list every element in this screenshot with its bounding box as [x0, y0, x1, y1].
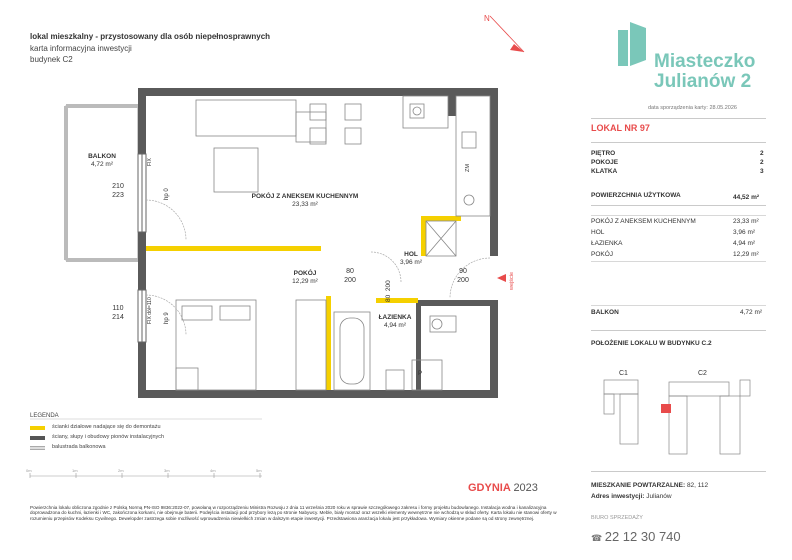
- entry-label: wejście: [509, 271, 515, 290]
- param-stair-value: 3: [760, 168, 764, 175]
- location-title: POŁOŻENIE LOKALU W BUDYNKU C.2: [591, 340, 712, 347]
- area-value: 44,52 m²: [733, 194, 760, 201]
- unit-highlight: [661, 404, 671, 413]
- room-row-1-value: 23,33 m²: [733, 218, 759, 225]
- address-row: Adres inwestycji: Julianów: [591, 493, 672, 500]
- compass-icon: [490, 16, 524, 52]
- window1-dims: 210 223: [112, 183, 124, 199]
- legend-item-walls: ściany, słupy i obudowy pionów instalacyjnych: [52, 434, 165, 440]
- header-title: lokal mieszkalny - przystosowany dla osób niepełnosprawnych: [30, 32, 271, 41]
- legend-swatch-gray: [30, 436, 45, 440]
- param-rooms-value: 2: [760, 159, 764, 166]
- p-label: P: [418, 371, 423, 377]
- footer-disclaimer: Powierzchnia lokalu obliczona zgodnie z Polską Normą PN-ISO 9836:2022-07, powołaną w rozporządzeniu Ministra Rozwoju z dnia 11 września 2020 roku w sprawie szczegółowego zakresu i formy projektu budowlanego. Instalacja wodna i kanalizacyjna doprowadzona do kuchni, łazienki i WC, zakończona korkami, nie obejmuje baterii. Podejścia instalacji pod przybory lezą po stronie Nabywcy. Meble, biały montaż oraz wszelki elementy wewnętrzne nie wchodzą w skład oferty. Karta lokalu nie stanowi oferty w rozumieniu przepisów Kodeksu Cywilnego. Dewelopder zastrzega sobie możliwość wprowadzenia niewielkich zmian w dalszym etapie inwestycji. Przedstawiona aranżacja lokalu jest przykładowa. Wymiary okienne podane są od strony zewnętrznej.: [30, 505, 557, 521]
- window2-fix: FIX dół=110: [147, 297, 153, 324]
- scale-label-2: 2m: [118, 468, 124, 473]
- balcony-row-value: 4,72 m²: [740, 309, 763, 316]
- header-subtitle: karta informacyjna inwestycji: [30, 44, 132, 53]
- entry-arrow: [497, 274, 506, 282]
- living-room-label: POKÓJ Z ANEKSEM KUCHENNYM 23,33 m²: [251, 193, 359, 208]
- room-label: POKÓJ 12,29 m²: [292, 270, 318, 285]
- bathroom-label: ŁAZIENKA 4,94 m²: [378, 314, 412, 329]
- scale-label-3: 3m: [164, 468, 170, 473]
- window1-hp: hp 0: [164, 188, 170, 200]
- city-brand: GDYNIA 2023: [468, 482, 538, 494]
- balcony-row-label: BALKON: [591, 309, 619, 316]
- zm-label: ZM: [465, 164, 471, 172]
- room-row-3-label: ŁAZIENKA: [591, 240, 623, 247]
- scale-label-5: 5m: [256, 468, 262, 473]
- param-floor-value: 2: [760, 150, 764, 157]
- walls: [138, 88, 498, 398]
- location-c1: C1: [619, 370, 628, 377]
- compass-label: N: [484, 14, 490, 23]
- date-label: data sporządzenia karty: 28.05.2026: [648, 105, 737, 111]
- lokal-number: LOKAL NR 97: [591, 123, 650, 133]
- room-row-4-label: POKÓJ: [591, 251, 614, 258]
- hall-label: HOL 3,96 m²: [399, 251, 423, 266]
- room-row-2-label: HOL: [591, 229, 605, 236]
- legend-title: LEGENDA: [30, 413, 59, 419]
- door1-dims: 80 200: [344, 268, 356, 284]
- param-floor-label: PIĘTRO: [591, 150, 616, 157]
- scale-bar: [30, 473, 262, 478]
- room-row-4-value: 12,29 m²: [733, 251, 759, 258]
- scale-label-1: 1m: [72, 468, 78, 473]
- balcony-label: BALKON 4,72 m²: [88, 153, 116, 168]
- logo-line2: Julianów 2: [654, 71, 752, 92]
- sales-label: BIURO SPRZEDAŻY: [591, 515, 643, 521]
- door2-dims: 80 200: [385, 280, 392, 302]
- legend-swatch-railing: [30, 446, 45, 450]
- sales-phone[interactable]: ☎ 22 12 30 740: [591, 529, 681, 544]
- legend-item-demountable: ścianki działowe nadające się do demontażu: [52, 424, 161, 430]
- window2-hp: hp 9: [164, 312, 170, 324]
- window1-fix: FIX: [147, 158, 153, 166]
- legend-swatch-yellow: [30, 426, 45, 430]
- room-row-2-value: 3,96 m²: [733, 229, 756, 236]
- demountable-walls: [146, 216, 461, 390]
- repeat-row: MIESZKANIE POWTARZALNE: 82, 112: [591, 482, 709, 489]
- scale-label-4: 4m: [210, 468, 216, 473]
- phone-icon: ☎: [591, 533, 603, 543]
- location-c2: C2: [698, 370, 707, 377]
- furniture: [176, 96, 490, 390]
- legend-item-railing: balustrada balkonowa: [52, 444, 106, 450]
- header-building: budynek C2: [30, 55, 73, 64]
- param-stair-label: KLATKA: [591, 168, 618, 175]
- logo-line1: Miasteczko: [654, 51, 756, 72]
- room-row-1-label: POKÓJ Z ANEKSEM KUCHENNYM: [591, 218, 696, 225]
- logo-mark: [618, 22, 646, 66]
- location-map: [604, 380, 750, 454]
- param-rooms-label: POKOJE: [591, 159, 619, 166]
- scale-label-0: 0m: [26, 468, 32, 473]
- room-row-3-value: 4,94 m²: [733, 240, 756, 247]
- area-label: POWIERZCHNIA UŻYTKOWA: [591, 192, 681, 199]
- window2-dims: 110 214: [112, 305, 124, 321]
- door3-dims: 90 200: [457, 268, 469, 284]
